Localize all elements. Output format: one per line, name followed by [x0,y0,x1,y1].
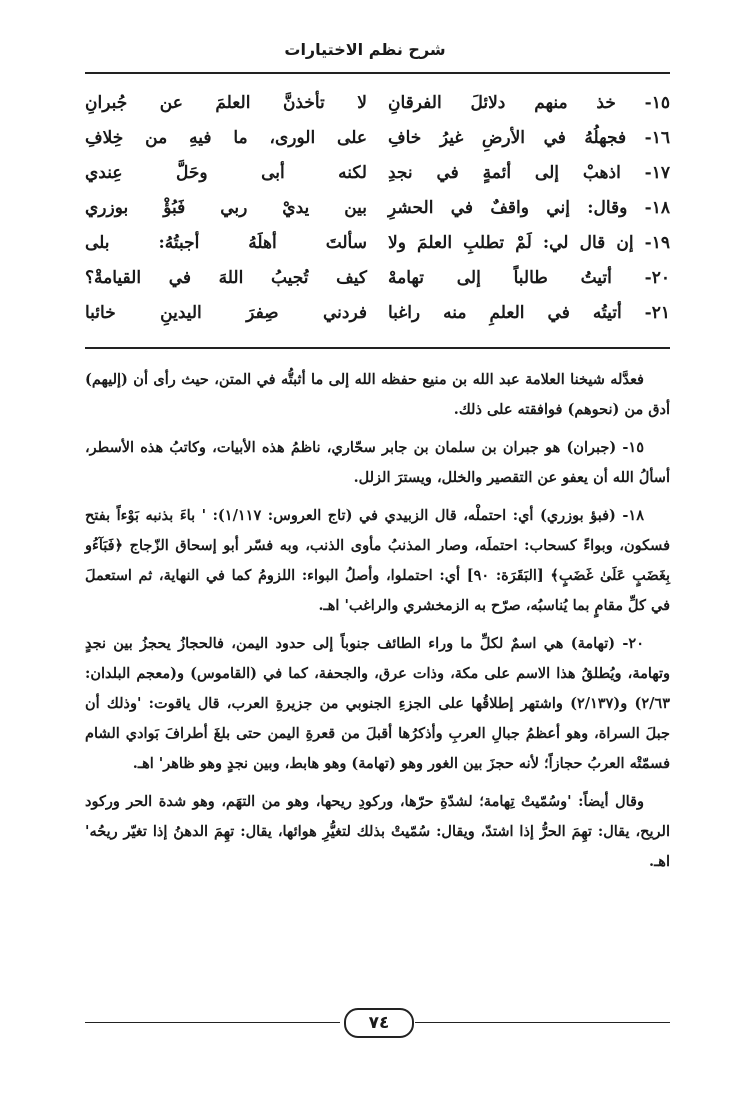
verse-first-hemistich: ١٦- فجهلُهُ في الأرضِ غيرُ خافِ [388,128,670,148]
commentary-block [85,365,670,885]
verse-first-hemistich: ١٨- وقال: إني واقفٌ في الحشرِ [388,198,670,218]
verse-second-hemistich: فردني صِفرَ اليدينِ خائبا [85,303,367,323]
verse-row [85,121,670,156]
running-title: شرح نظم الاختيارات [284,40,446,59]
verse-row [85,191,670,226]
verse-first-hemistich: ٢١- أتيتُه في العلمِ منه راغبا [388,303,670,323]
verse-second-hemistich: بين يديْ ربي فَبُؤْ بوزري [85,198,367,218]
verse-first-hemistich: ١٧- اذهبْ إلى أئمةٍ في نجدِ [388,163,670,183]
verse-row [85,296,670,331]
poem-block [85,86,670,331]
verse-row [85,86,670,121]
verse-first-hemistich: ١٥- خذ منهم دلائلَ الفرقانِ [388,93,670,113]
footer-rule [415,1022,670,1023]
verse-row [85,156,670,191]
verse-row [85,226,670,261]
verse-second-hemistich: على الورى، ما فيهِ من خِلافِ [85,128,367,148]
commentary-paragraph: ١٥- (جبران) هو جبران بن سلمان بن جابر سحّاري، ناظمُ هذه الأبيات، وكاتبُ هذه الأسطر، أسألُ الله أن يعفو عن التقصير والخلل، ويسترَ الزلل. [85,439,670,486]
verse-first-hemistich: ٢٠- أتيتُ طالباً إلى تهامهْ [388,268,670,288]
commentary-paragraph: ١٨- (فبؤ بوزري) أي: احتملْه، قال الزبيدي في (تاج العروس: ١/١١٧): ' باءَ بذنبه بَوْءاً بفتح فسكون، وبواءً كسحاب: احتملَه، وصار المذنبُ مأوى الذنب، وبه فسّر أبو إسحاق الزّجاج ﴿فَبَآءُو بِغَضَبٍ عَلَىٰ غَضَبٍ﴾ [البَقَرَة: ٩٠] أي: احتملوا، وأصلُ البواء: اللزومُ كما في النهاية، ثم استعملَ في كلِّ مقامٍ بما يُناسبُه، صرّح به الزمخشري والراغب' اهـ. [85,507,670,614]
verse-row [85,261,670,296]
header-rule [85,72,670,74]
verse-first-hemistich: ١٩- إن قال لي: لَمْ تطلبِ العلمَ ولا [388,233,670,253]
commentary-paragraph: فعدَّله شيخنا العلامة عبد الله بن منيع حفظه الله إلى ما أثبتُّه في المتن، حيث رأى أن (إليهم) أدق من (نحوهم) فوافقته على ذلك. [85,371,670,418]
commentary-paragraph: ٢٠- (تهامة) هي اسمٌ لكلِّ ما وراء الطائف جنوباً إلى حدود اليمن، فالحجازُ يحجزُ بين نجدٍ وتهامة، ويُطلقُ هذا الاسم على مكة، وذات عرق، والجحفة، كما في (القاموس) و(معجم البلدان: ٢/٦٣) و(٢/١٣٧) واشتهر إطلاقُها على الجزءِ الجنوبي من جزيرةِ العرب، قال ياقوت: 'وذلك أن جبلَ السراة، وهو أعظمُ جبالِ العربِ وأذكرُها أقبلَ من قعرةِ اليمن حتى بلغَ أطرافَ بَوادي الشام فسمّتْه العربُ حجازاً؛ لأنه حجزَ بين الغور وهو (تهامة) وهو هابط، وبين نجدٍ وهو ظاهر' اهـ. [85,635,670,772]
commentary-paragraph: وقال أيضاً: 'وسُمّيتْ تِهامة؛ لشدّةِ حرّها، وركودِ ريحها، وهو من التهَم، وهو شدة الحر وركود الريح، يقال: تهِمَ الحرُّ إذا اشتدّ، ويقال: سُمّيتْ بذلك لتغيُّرِ هوائها، يقال: تهِمَ الدهنُ إذا تغيّر ريحُه' اهـ. [85,793,670,870]
verse-second-hemistich: لكنه أبى وحَلَّ عِندي [85,163,367,183]
separator-rule [85,347,670,349]
page-number: ٧٤ [344,1008,414,1038]
footer-rule [85,1022,340,1023]
verse-second-hemistich: لا تأخذنَّ العلمَ عن جُبرانِ [85,93,367,113]
verse-second-hemistich: سألتَ أهلَهُ أجبتُهُ: بلى [85,233,367,253]
verse-second-hemistich: كيف تُجيبُ اللهَ في القيامةْ؟ [85,268,367,288]
